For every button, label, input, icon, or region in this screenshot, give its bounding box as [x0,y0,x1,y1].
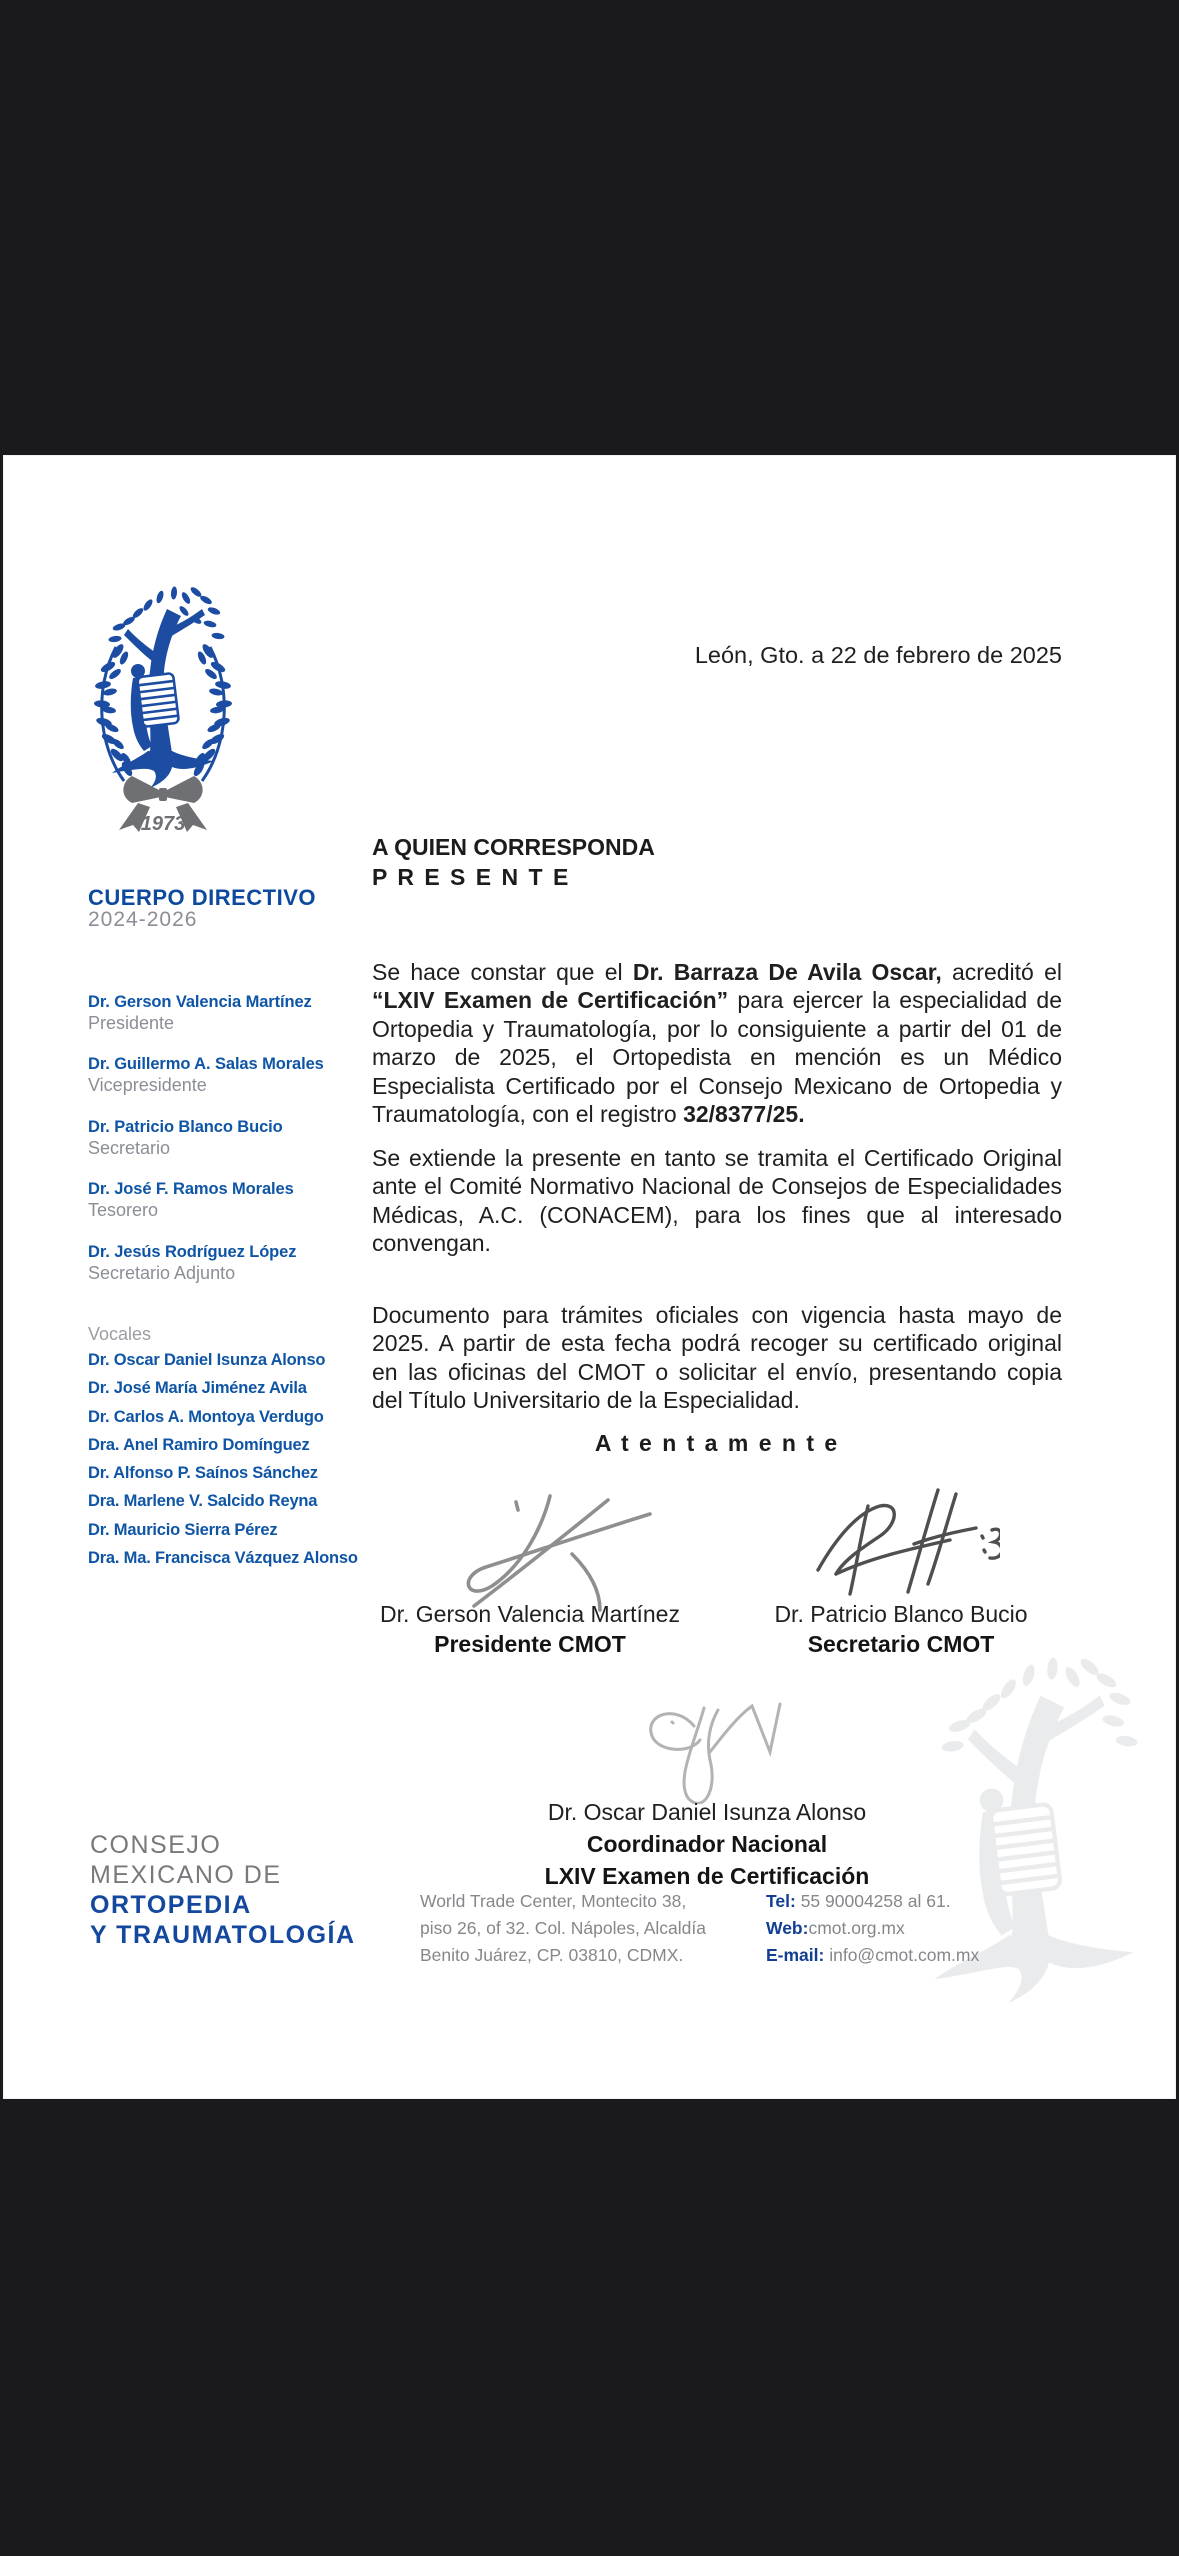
vocales-list [88,1346,368,1572]
letter-line: en las oficinas del CMOT o solicitar el envío, presentando copia [372,1358,1062,1385]
address-line-3: Benito Juárez, CP. 03810, CDMX. [420,1945,684,1965]
letter-line: Se hace constar que el Dr. Barraza De Avila Oscar, acreditó el [372,959,1062,985]
signature-president [450,1492,660,1614]
vocales-label: Vocales [88,1324,152,1344]
closing-word: A t e n t a m e n t e [594,1430,840,1456]
paragraph-3 [372,1301,1062,1415]
vocal-name: Dr. Carlos A. Montoya Verdugo [88,1407,324,1426]
signature-coordinator [632,1696,782,1804]
letter-line: convengan. [372,1230,491,1257]
salutation [372,832,1062,892]
salutation-line-1: A QUIEN CORRESPONDA [372,834,655,860]
vocal-name: Dr. José María Jiménez Avila [88,1379,307,1398]
web-label: Web: [766,1918,809,1938]
letter-line: del Título Universitario de la Especialidad. [372,1387,800,1414]
signatory-role: Presidente CMOT [434,1631,626,1657]
board-member [88,1054,358,1116]
laurel-right [192,642,233,777]
board-member [88,1179,358,1241]
document-page [4,456,1175,2098]
brand-line-3: ORTOPEDIA [90,1891,252,1919]
letter-line: Traumatología, con el registro 32/8377/25. [372,1101,805,1128]
tel-value: 55 90004258 al 61. [795,1891,951,1911]
signatory-role: Secretario CMOT [807,1631,995,1657]
member-role: Secretario [88,1137,171,1158]
footer-contact [766,1888,979,1969]
signatory-president [360,1599,700,1659]
tel-label: Tel: [766,1891,796,1911]
board-member [88,1242,358,1304]
member-name: Dr. Gerson Valencia Martínez [88,993,312,1011]
paragraph-1 [372,958,1062,1128]
vocal-name: Dr. Alfonso P. Saínos Sánchez [88,1464,318,1483]
member-role: Tesorero [88,1200,159,1221]
signatory-name: Dr. Patricio Blanco Bucio [774,1601,1028,1627]
signatory-coordinator [504,1796,910,1892]
letter-line: “LXIV Examen de Certificación” para ejercer la especialidad de [372,987,1062,1014]
letter-line: Ortopedia y Traumatología, por lo consiguiente a partir del 01 de [372,1015,1062,1042]
board-members-list [88,992,358,1304]
brand-line-1: CONSEJO [90,1831,222,1859]
signature-secretary [810,1484,1000,1596]
board-member [88,992,358,1054]
signatory-name: Dr. Gerson Valencia Martínez [380,1601,680,1627]
cmot-logo [88,583,238,839]
member-role: Secretario Adjunto [88,1262,236,1283]
letter-line: Se extiende la presente en tanto se tramita el Certificado Original [372,1145,1062,1171]
vocal-name: Dr. Oscar Daniel Isunza Alonso [88,1351,326,1369]
brand-line-2: MEXICANO DE [90,1861,282,1889]
member-role: Vicepresidente [88,1075,207,1096]
member-name: Dr. José F. Ramos Morales [88,1180,294,1199]
member-role: Presidente [88,1013,175,1033]
vocal-name: Dra. Marlene V. Salcido Reyna [88,1492,318,1511]
board-member [88,1117,358,1179]
letter-date: León, Gto. a 22 de febrero de 2025 [694,642,1062,668]
member-name: Dr. Jesús Rodríguez López [88,1242,297,1261]
letter-line: Médicas, A.C. (CONACEM), para los fines que al interesado [372,1201,1062,1228]
web-value: cmot.org.mx [808,1918,905,1938]
letter-line: Especialista Certificado por el Consejo Mexicano de Ortopedia y [372,1072,1062,1099]
footer-address [420,1888,706,1969]
letter-line: marzo de 2025, el Ortopedista en mención es un Médico [372,1044,1062,1071]
signatory-role: Coordinador Nacional [586,1831,828,1857]
contact-web [766,1915,979,1942]
board-term: 2024-2026 [88,908,198,931]
logo-year: 1973 [140,813,186,835]
member-name: Dr. Patricio Blanco Bucio [88,1117,283,1136]
board-title: CUERPO DIRECTIVO [88,885,317,910]
paragraph-2 [372,1144,1062,1258]
laurel-left [94,642,135,777]
letter-line: Documento para trámites oficiales con vigencia hasta mayo de [372,1302,1062,1328]
address-line-2: piso 26, of 32. Col. Nápoles, Alcaldía [420,1918,707,1938]
salutation-line-2: P R E S E N T E [372,864,571,890]
contact-tel [766,1888,979,1915]
signatory-secretary [731,1599,1071,1659]
vocal-name: Dra. Anel Ramiro Domínguez [88,1435,310,1454]
email-value: info@cmot.com.mx [824,1945,980,1965]
letter-line: ante el Comité Normativo Nacional de Consejos de Especialidades [372,1173,1062,1200]
member-name: Dr. Guillermo A. Salas Morales [88,1055,324,1074]
address-line-1: World Trade Center, Montecito 38, [420,1891,687,1911]
footer-brand [90,1830,356,1950]
contact-email [766,1942,979,1969]
letter-line: 2025. A partir de esta fecha podrá recoger su certificado original [372,1330,1062,1357]
brand-line-4: Y TRAUMATOLOGÍA [90,1921,356,1949]
signatory-name: Dr. Oscar Daniel Isunza Alonso [547,1799,867,1825]
vocal-name: Dr. Mauricio Sierra Pérez [88,1520,278,1539]
email-label: E-mail: [766,1945,825,1965]
signatory-role-2: LXIV Examen de Certificación [544,1863,870,1889]
vocal-name: Dra. Ma. Francisca Vázquez Alonso [88,1549,358,1568]
